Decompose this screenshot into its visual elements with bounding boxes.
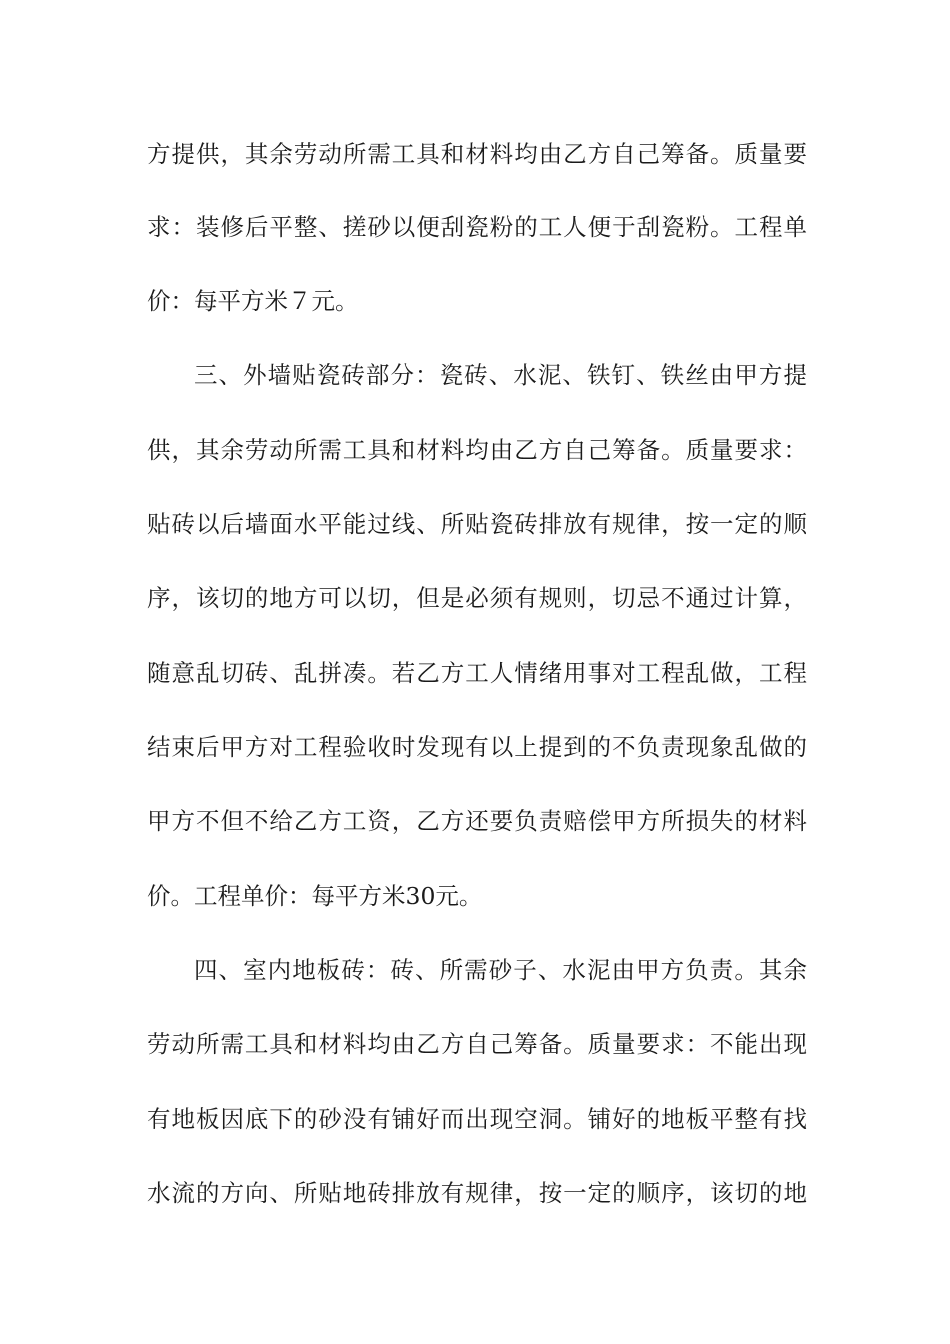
paragraph-line: 劳动所需工具和材料均由乙方自己筹备。质量要求：不能出现 [147, 1030, 807, 1058]
paragraph-line: 水流的方向、所贴地砖排放有规律，按一定的顺序，该切的地 [147, 1179, 807, 1207]
paragraph-line: 随意乱切砖、乱拼凑。若乙方工人情绪用事对工程乱做，工程 [147, 659, 807, 687]
paragraph-line: 有地板因底下的砂没有铺好而出现空洞。铺好的地板平整有找 [147, 1105, 807, 1133]
section-four-heading-line: 四、室内地板砖：砖、所需砂子、水泥由甲方负责。其余 [194, 956, 807, 984]
paragraph-line: 价。工程单价：每平方米30元。 [147, 882, 483, 910]
paragraph-line: 甲方不但不给乙方工资，乙方还要负责赔偿甲方所损失的材料 [147, 807, 807, 835]
paragraph-line: 价：每平方米７元。 [147, 287, 359, 315]
paragraph-line: 贴砖以后墙面水平能过线、所贴瓷砖排放有规律，按一定的顺 [147, 510, 807, 538]
section-three-heading-line: 三、外墙贴瓷砖部分：瓷砖、水泥、铁钉、铁丝由甲方提 [194, 361, 807, 389]
paragraph-line: 序，该切的地方可以切，但是必须有规则，切忌不通过计算， [147, 584, 807, 612]
paragraph-line: 供，其余劳动所需工具和材料均由乙方自己筹备。质量要求： [147, 436, 807, 464]
paragraph-line: 结束后甲方对工程验收时发现有以上提到的不负责现象乱做的 [147, 733, 807, 761]
paragraph-line: 方提供，其余劳动所需工具和材料均由乙方自己筹备。质量要 [147, 140, 807, 168]
paragraph-line: 求：装修后平整、搓砂以便刮瓷粉的工人便于刮瓷粉。工程单 [147, 213, 807, 241]
